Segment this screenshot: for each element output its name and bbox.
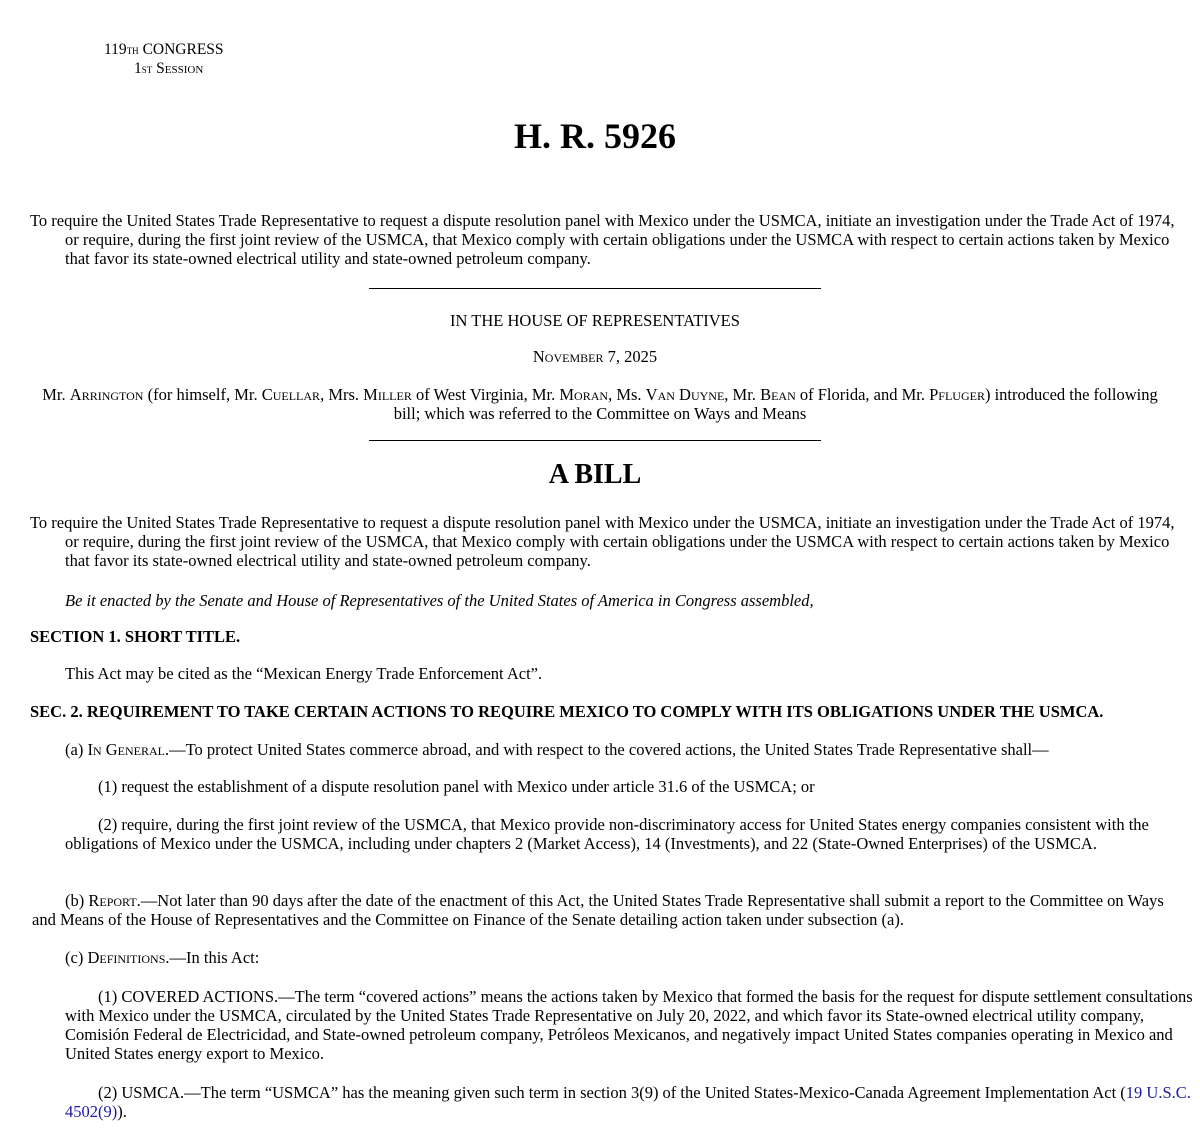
enacting-clause: Be it enacted by the Senate and House of Representatives of the United States of America in Congress assembled, <box>65 591 814 610</box>
paragraph-c2: (2) USMCA.—The term “USMCA” has the meaning given such term in section 3(9) of the United States-Mexico-Canada Agreement Implementation Act (19 U.S.C. 4502(9)). <box>65 1083 1191 1121</box>
cosponsor-pfluger: Pfluger <box>929 385 985 404</box>
chamber-heading: IN THE HOUSE OF REPRESENTATIVES <box>450 311 740 330</box>
cosponsor-miller: Miller <box>363 385 412 404</box>
section-1-heading: SECTION 1. SHORT TITLE. <box>30 627 241 646</box>
congress-line <box>104 40 224 59</box>
a-bill-heading: A BILL <box>548 459 642 490</box>
subsection-a: (a) In General.—To protect United States commerce abroad, and with respect to the covered actions, the United States Trade Representative shall— <box>65 740 1049 759</box>
cosponsor-bean: Bean <box>760 385 796 404</box>
subsection-b-heading: Report <box>88 891 137 910</box>
paragraph-a1: (1) request the establishment of a dispute resolution panel with Mexico under article 31.6 of the USMCA; or <box>98 777 815 796</box>
congress-number: 119 <box>104 41 127 58</box>
bill-number: H. R. 5926 <box>514 116 676 156</box>
divider-bottom <box>369 440 821 441</box>
paragraph-c1: (1) COVERED ACTIONS.—The term “covered actions” means the actions taken by Mexico that formed the basis for the request for dispute settlement consultations with Mexico under the USMCA, circulated by the United States Trade Representative on July 20, 2022, and which favor its State-owned electrical utility company, Comisión Federal de Electricidad, and State-owned petroleum company, Petróleos Mexicanos, and negatively impact United States companies operating in Mexico and United States energy export to Mexico. <box>65 987 1193 1063</box>
subsection-a-heading: In General <box>87 740 165 759</box>
sponsors-line-1: Mr. Arrington (for himself, Mr. Cuellar, Mrs. Miller of West Virginia, Mr. Moran, Ms. Van Duyne, Mr. Bean of Florida, and Mr. Pfluger) introduced the following <box>42 385 1158 404</box>
divider-top <box>369 288 821 289</box>
bill-purpose: To require the United States Trade Representative to request a dispute resolution panel with Mexico under the USMCA, initiate an investigation under the Trade Act of 1974, or require, during the first joint review of the USMCA, that Mexico comply with certain obligations under the USMCA with respect to certain actions taken by Mexico that favor its state-owned electrical utility and state-owned petroleum company. <box>30 513 1175 570</box>
long-title: To require the United States Trade Representative to request a dispute resolution panel with Mexico under the USMCA, initiate an investigation under the Trade Act of 1974, or require, during the first joint review of the USMCA, that Mexico comply with certain obligations under the USMCA with respect to certain actions taken by Mexico that favor its state-owned electrical utility and state-owned petroleum company. <box>30 211 1175 268</box>
sponsor-arrington: Arrington <box>69 385 144 404</box>
cosponsor-van-duyne: Van Duyne <box>645 385 725 404</box>
introduction-date: November 7, 2025 <box>532 347 658 366</box>
subsection-c: (c) Definitions.—In this Act: <box>65 948 260 967</box>
paragraph-a2: (2) require, during the first joint review of the USMCA, that Mexico provide non-discriminatory access for United States energy companies consistent with the obligations of Mexico under the USMCA, including under chapters 2 (Market Access), 14 (Investments), and 22 (State-Owned Enterprises) of the USMCA. <box>65 815 1149 853</box>
congress-session-header <box>104 40 224 78</box>
congress-word: CONGRESS <box>142 41 224 58</box>
congress-suffix: th <box>126 42 139 57</box>
subsection-b: (b) Report.—Not later than 90 days after the date of the enactment of this Act, the United States Trade Representative shall submit a report to the Committee on Ways and Means of the House of Representatives and the Committee on Finance of the Senate detailing action taken under subsection (a). <box>32 891 1164 929</box>
session-suffix: st <box>141 61 153 76</box>
cosponsor-cuellar: Cuellar <box>261 385 321 404</box>
cosponsor-moran: Moran <box>559 385 609 404</box>
subsection-c-heading: Definitions <box>87 948 166 967</box>
section-1-text: This Act may be cited as the “Mexican Energy Trade Enforcement Act”. <box>65 664 543 683</box>
sponsors-statement <box>0 385 1200 423</box>
sponsors-line-2: bill; which was referred to the Committee on Ways and Means <box>393 404 807 423</box>
section-2-heading: SEC. 2. REQUIREMENT TO TAKE CERTAIN ACTIONS TO REQUIRE MEXICO TO COMPLY WITH ITS OBLIGATIONS UNDER THE USMCA. <box>30 702 1104 721</box>
session-word: Session <box>156 60 204 77</box>
session-number: 1 <box>134 60 142 77</box>
usc-citation-link[interactable]: 19 U.S.C. 4502(9) <box>65 1083 1191 1121</box>
session-line <box>104 59 224 78</box>
